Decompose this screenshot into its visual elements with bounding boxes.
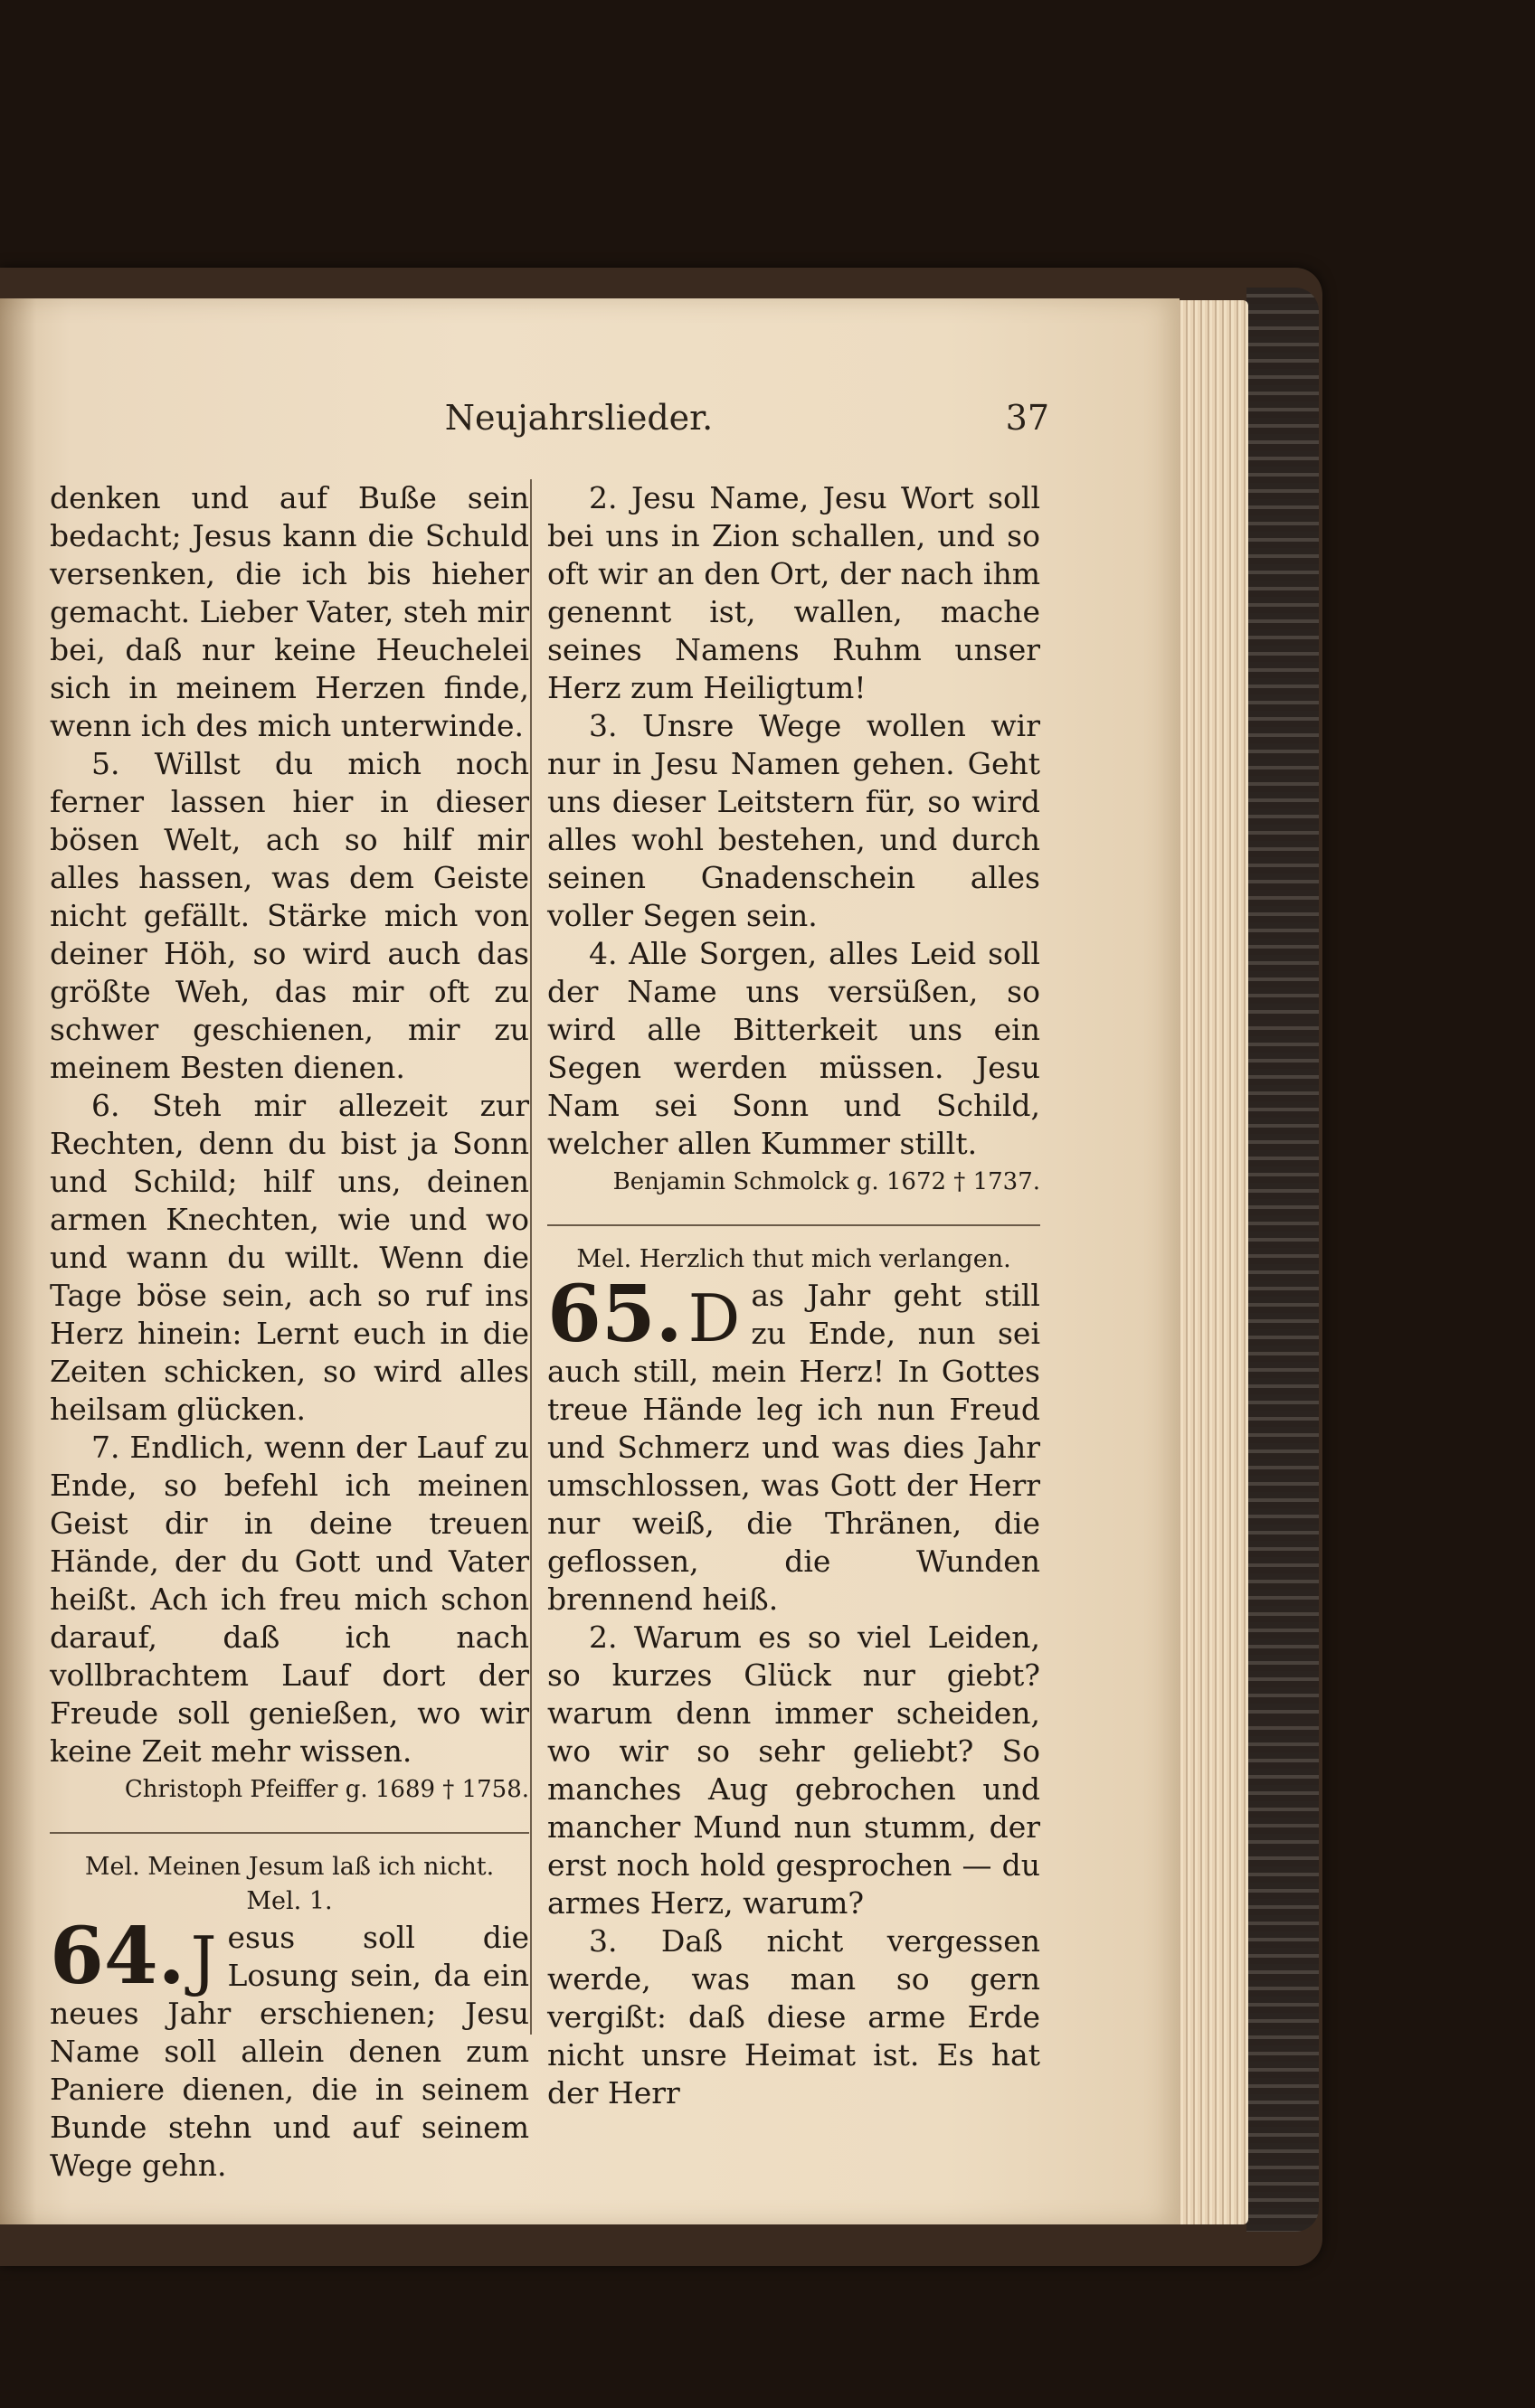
verse-2: 2. Jesu Name, Jesu Wort soll bei uns in Zion schallen, und so oft wir an den Ort, der nach ihm genennt ist, wallen, mache seines Namens Ruhm unser Herz zum Heiligtum! — [547, 480, 1040, 705]
hymn-author: Christoph Pfeiffer g. 1689 † 1758. — [124, 1776, 529, 1803]
melody-reference: Mel. 1. — [246, 1887, 333, 1915]
right-column — [547, 479, 1040, 2112]
hymn-number: 64.J — [50, 1911, 217, 2002]
running-title: Neujahrslieder. — [444, 398, 714, 438]
verse-continuation: denken und auf Buße sein bedacht; Jesus kann die Schuld versenken, die ich bis hieher gemacht. Lieber Vater, steh mir bei, daß nur keine Heuchelei sich in meinem Herzen finde, wenn ich des mich unterwinde. — [50, 480, 529, 743]
section-divider — [547, 1224, 1040, 1226]
verse-3: 3. Unsre Wege wollen wir nur in Jesu Namen gehen. Geht uns dieser Leitstern für, so wird alles wohl bestehen, und durch seinen Gnadenschein alles voller Segen sein. — [547, 708, 1040, 933]
melody-line: Mel. Herzlich thut mich verlangen. — [576, 1245, 1011, 1273]
drop-initial: D — [687, 1280, 741, 1356]
hymn-text: esus soll die Losung sein, da ein neues Jahr erschienen; Jesu Name soll allein denen zum Paniere dienen, die in seinem Bunde stehn und auf seinem Wege gehn. — [50, 1920, 529, 2183]
page-number: 37 — [1005, 398, 1049, 438]
page-fold-shadow — [0, 298, 36, 2224]
hymn-number: 65.D — [547, 1269, 741, 1360]
page-edges — [1176, 300, 1248, 2224]
verse-4: 4. Alle Sorgen, alles Leid soll der Name uns versüßen, so wird alle Bitterkeit uns ein Segen werden müssen. Jesu Nam sei Sonn und Schild, welcher allen Kummer stillt. — [547, 936, 1040, 1161]
hymn-65 — [547, 1269, 1040, 1619]
hymn-text: as Jahr geht still zu Ende, nun sei auch still, mein Herz! In Gottes treue Hände leg ich nun Freud und Schmerz und was dies Jahr umschlossen, was Gott der Herr nur weiß, die Thränen, die geflossen, die Wunden brennend heiß. — [547, 1278, 1040, 1617]
book-spine — [1246, 288, 1319, 2232]
verse-2: 2. Warum es so viel Leiden, so kurzes Glück nur giebt? warum denn immer scheiden, wo wir so sehr geliebt? So manches Aug gebrochen und mancher Mund nun stumm, der erst noch hold gesprochen — du armes Herz, warum? — [547, 1619, 1040, 1921]
hymn-64 — [50, 1911, 529, 2185]
verse-3: 3. Daß nicht vergessen werde, was man so gern vergißt: daß diese arme Erde nicht unsre Heimat ist. Es hat der Herr — [547, 1923, 1040, 2111]
hymn-author: Benjamin Schmolck g. 1672 † 1737. — [612, 1168, 1040, 1195]
column-rule — [530, 479, 532, 2035]
section-divider — [50, 1832, 529, 1834]
verse-5: 5. Willst du mich noch ferner lassen hier in dieser bösen Welt, ach so hilf mir alles hassen, was dem Geiste nicht gefällt. Stärke mich von deiner Höh, so wird auch das größte Weh, das mir oft zu schwer geschienen, mir zu meinem Besten dienen. — [50, 746, 529, 1085]
verse-7: 7. Endlich, wenn der Lauf zu Ende, so befehl ich meinen Geist dir in deine treuen Hände, der du Gott und Vater heißt. Ach ich freu mich schon darauf, daß ich nach vollbrachtem Lauf dort der Freude soll genießen, wo wir keine Zeit mehr wissen. — [50, 1430, 529, 1769]
drop-initial: J — [190, 1922, 217, 1998]
melody-line: Mel. Meinen Jesum laß ich nicht. — [84, 1853, 495, 1881]
left-column — [50, 479, 529, 2185]
verse-6: 6. Steh mir allezeit zur Rechten, denn du bist ja Sonn und Schild; hilf uns, deinen armen Knechten, wie und wo und wann du willt. Wenn die Tage böse sein, ach so ruf ins Herz hinein: Lernt euch in die Zeiten schicken, so wird alles heilsam glücken. — [50, 1088, 529, 1427]
